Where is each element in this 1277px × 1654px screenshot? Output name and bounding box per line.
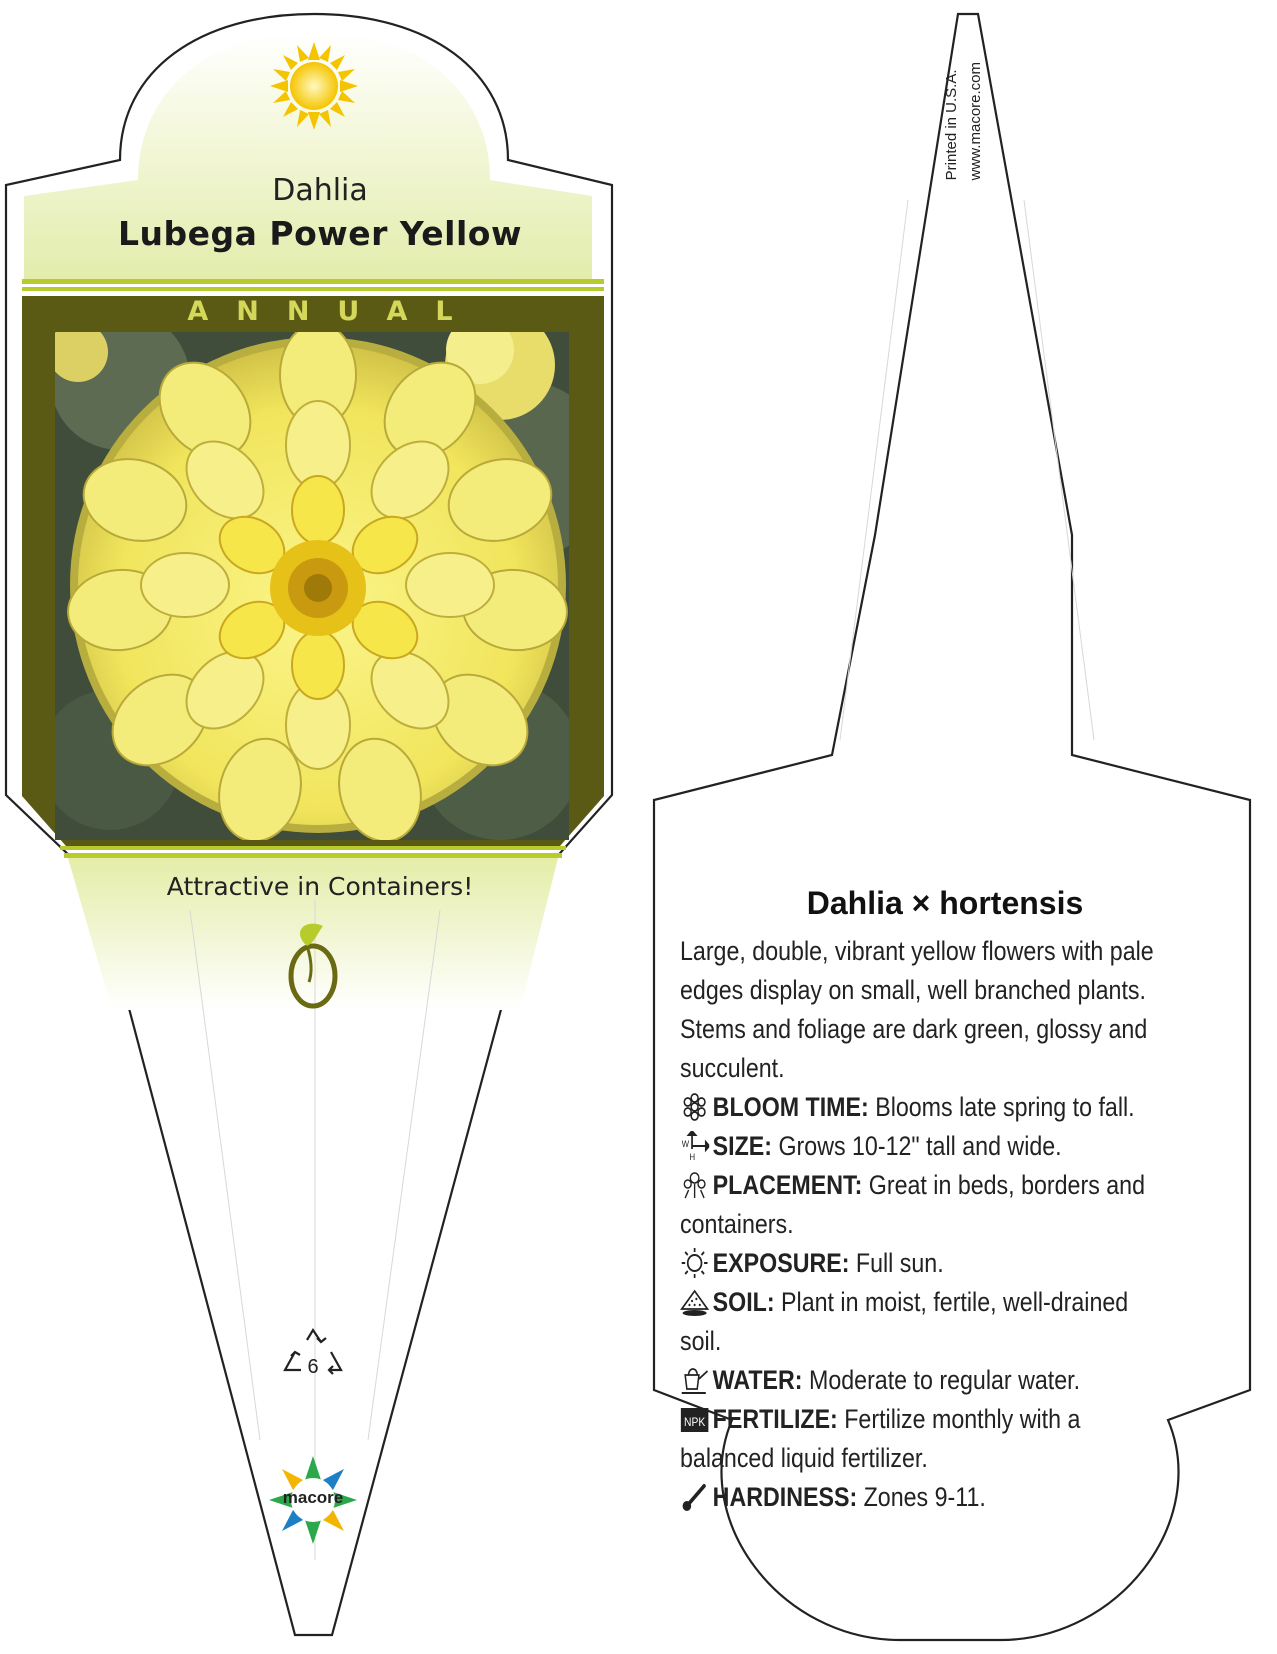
svg-text:W: W xyxy=(681,1138,690,1150)
attr-water xyxy=(680,1361,1162,1400)
dahlia-photo xyxy=(40,310,610,851)
attr-hardiness xyxy=(680,1478,1162,1517)
attr-size xyxy=(680,1127,1162,1166)
svg-text:H: H xyxy=(689,1151,696,1161)
attr-text: Great in beds, borders and containers. xyxy=(680,1170,1146,1239)
thermometer-icon xyxy=(680,1482,709,1512)
recycle-number: 6 xyxy=(307,1356,319,1378)
brand-logo-text: macore xyxy=(282,1488,344,1507)
attr-fertilize xyxy=(680,1400,1162,1478)
placement-flowers-icon xyxy=(680,1170,709,1200)
attr-label: BLOOM TIME: xyxy=(712,1092,869,1122)
front-genus: Dahlia xyxy=(272,173,368,208)
imprint-line2: www.macore.com xyxy=(967,62,984,181)
front-cultivar: Lubega Power Yellow xyxy=(118,214,522,253)
attr-placement xyxy=(680,1166,1162,1244)
npk-label: NPK xyxy=(684,1416,706,1430)
attr-text: Blooms late spring to fall. xyxy=(868,1092,1135,1122)
soil-icon xyxy=(680,1287,709,1317)
attr-text: Plant in moist, fertile, well-drained soil. xyxy=(680,1287,1129,1356)
attr-text: Fertilize monthly with a balanced liquid fertilizer. xyxy=(680,1404,1081,1473)
sun-outline-icon xyxy=(680,1248,709,1278)
imprint xyxy=(940,62,984,181)
attr-text: Zones 9-11. xyxy=(857,1482,986,1512)
front-tagline: Attractive in Containers! xyxy=(166,872,474,901)
attr-soil xyxy=(680,1283,1162,1361)
attr-text: Grows 10-12" tall and wide. xyxy=(772,1131,1062,1161)
size-arrows-icon xyxy=(680,1131,709,1161)
botanical-name: Dahlia × hortensis xyxy=(806,885,1084,921)
category-label: ANNUAL xyxy=(187,296,481,327)
watering-can-icon xyxy=(680,1365,709,1395)
npk-icon xyxy=(680,1404,709,1434)
attr-label: HARDINESS: xyxy=(712,1482,858,1512)
description: Large, double, vibrant yellow flowers with pale edges display on small, well branched plants. Stems and foliage are dark green, glossy and succulent. xyxy=(680,936,1154,1083)
full-sun-icon xyxy=(270,42,358,130)
attr-exposure xyxy=(680,1244,1162,1283)
attr-bloom-time xyxy=(680,1088,1162,1127)
attr-text: Full sun. xyxy=(849,1248,944,1278)
imprint-line1: Printed in U.S.A. xyxy=(943,69,960,181)
attr-text: Moderate to regular water. xyxy=(802,1365,1081,1395)
attr-label: SIZE: xyxy=(712,1131,773,1161)
back-content xyxy=(680,932,1162,1517)
attr-label: WATER: xyxy=(712,1365,803,1395)
attr-label: PLACEMENT: xyxy=(712,1170,863,1200)
attr-label: EXPOSURE: xyxy=(712,1248,850,1278)
attr-label: FERTILIZE: xyxy=(712,1404,838,1434)
flower-icon xyxy=(680,1092,709,1122)
attr-label: SOIL: xyxy=(712,1287,775,1317)
